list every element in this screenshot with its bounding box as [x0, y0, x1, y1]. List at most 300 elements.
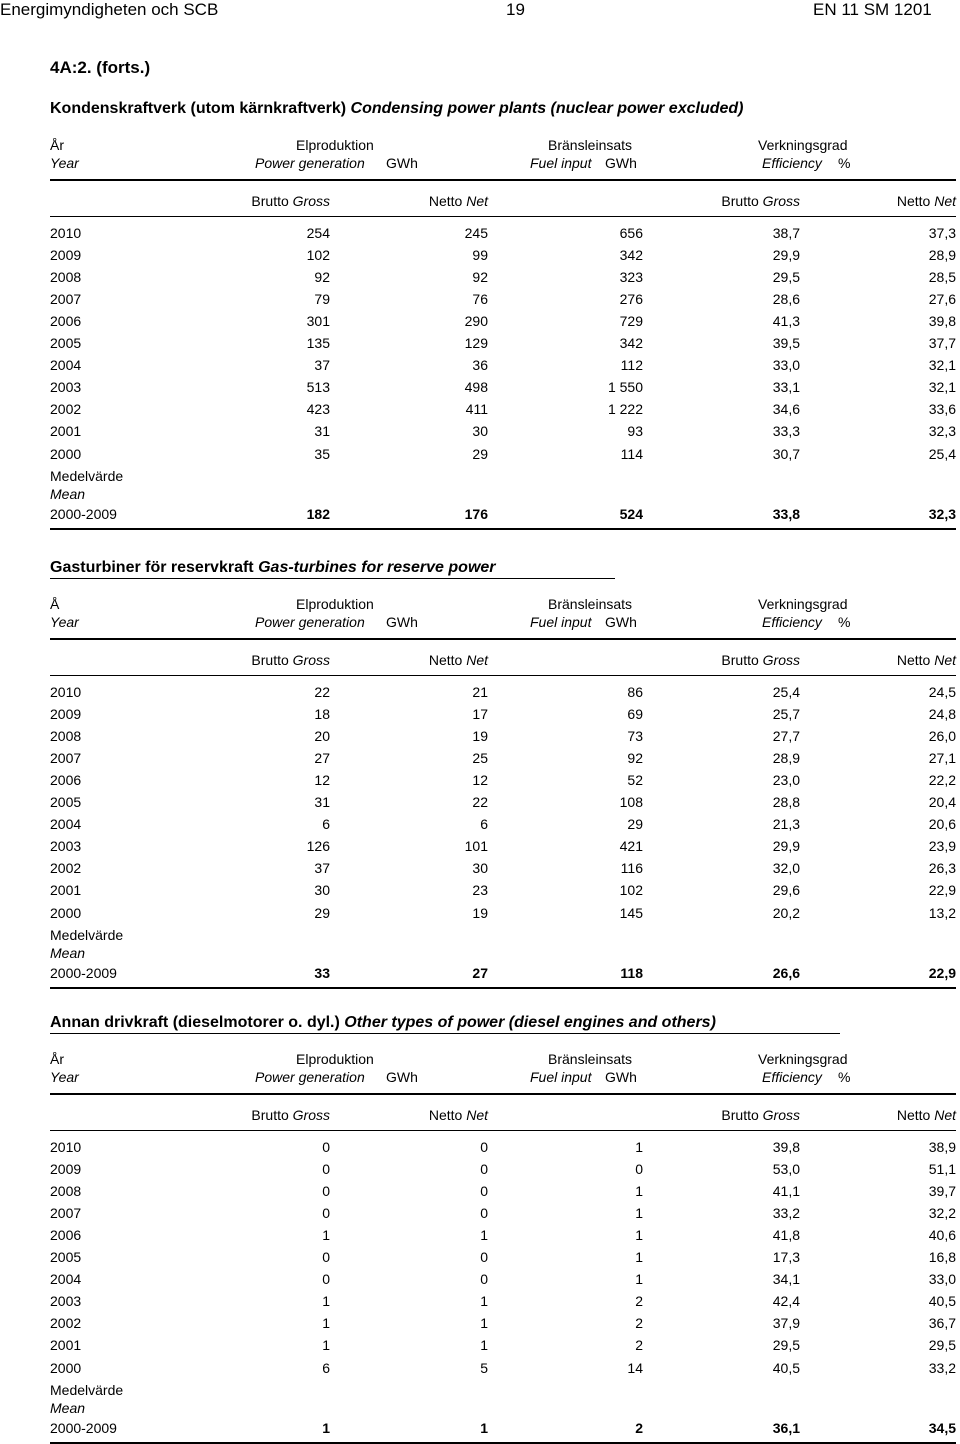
section-title — [50, 100, 744, 118]
row-cell: 22 — [314, 684, 330, 700]
row-cell: 22,9 — [928, 882, 956, 899]
sub-label-en: Net — [466, 1107, 488, 1123]
sub-label-en: Net — [934, 193, 956, 209]
header-eff-en: Efficiency — [762, 1069, 822, 1085]
row-cell: 29 — [472, 445, 488, 462]
row-cell: 25,4 — [772, 684, 800, 700]
row-year: 2006 — [50, 313, 82, 330]
row-cell: 28,5 — [928, 269, 956, 286]
row-cell: 1 — [480, 1227, 488, 1244]
row-cell: 25,4 — [928, 445, 956, 462]
row-cell: 0 — [322, 1271, 330, 1288]
row-cell: 14 — [627, 1359, 643, 1376]
row-cell: 36,7 — [928, 1315, 956, 1332]
row-year: 2009 — [50, 706, 82, 723]
row-cell: 42,4 — [772, 1293, 800, 1310]
row-cell: 27,7 — [772, 728, 800, 745]
row-cell: 33,2 — [772, 1205, 800, 1222]
row-cell: 33,1 — [772, 379, 800, 396]
row-cell: 20,6 — [928, 816, 956, 833]
row-cell: 28,8 — [772, 794, 800, 811]
row-cell: 135 — [306, 335, 330, 352]
header-year-en: Year — [50, 1069, 79, 1085]
row-year: 2007 — [50, 750, 82, 767]
mean-label-en: Mean — [50, 485, 86, 502]
row-cell: 32,3 — [928, 423, 956, 440]
row-cell: 102 — [306, 247, 330, 264]
header-fuel-en: Fuel input — [530, 155, 592, 171]
section-title-sv: Gasturbiner för reservkraft — [50, 559, 254, 576]
header-elprod-unit: GWh — [386, 155, 418, 171]
row-cell: 27,6 — [928, 291, 956, 308]
row-cell: 112 — [620, 357, 643, 374]
row-cell: 5 — [480, 1359, 488, 1376]
row-cell: 0 — [322, 1205, 330, 1222]
row-cell: 28,9 — [772, 750, 800, 767]
row-cell: 1 — [322, 1315, 330, 1332]
sub-label-en: Net — [466, 652, 488, 668]
row-year: 2008 — [50, 269, 82, 286]
row-year: 2010 — [50, 1139, 82, 1155]
header-eff-unit: % — [838, 1069, 851, 1085]
row-year: 2005 — [50, 335, 82, 352]
row-cell: 102 — [619, 882, 643, 899]
sub-label-en: Net — [934, 1107, 956, 1123]
row-year: 2001 — [50, 882, 82, 899]
row-year: 2008 — [50, 1183, 82, 1200]
row-cell: 33,3 — [772, 423, 800, 440]
row-cell: 13,2 — [928, 904, 956, 921]
row-year: 2009 — [50, 1161, 82, 1178]
row-cell: 0 — [322, 1183, 330, 1200]
row-cell: 39,8 — [772, 1139, 800, 1155]
mean-cell: 22,9 — [928, 964, 956, 981]
mean-period: 2000-2009 — [50, 964, 117, 981]
row-year: 2008 — [50, 728, 82, 745]
row-cell: 0 — [480, 1249, 488, 1266]
header-fuel-en: Fuel input — [530, 614, 592, 630]
sub-label-sv: Netto — [428, 652, 463, 668]
row-cell: 38,9 — [928, 1139, 956, 1155]
row-cell: 129 — [464, 335, 488, 352]
row-cell: 30 — [472, 860, 488, 877]
page-header-left: Energimyndigheten och SCB — [0, 0, 219, 19]
row-cell: 32,1 — [928, 357, 956, 374]
row-year: 2002 — [50, 1315, 82, 1332]
header-eff-sv: Verkningsgrad — [758, 596, 848, 612]
header-eff-en: Efficiency — [762, 614, 822, 630]
header-eff-unit: % — [838, 155, 851, 171]
row-cell: 69 — [627, 706, 643, 723]
sub-label-sv: Brutto — [721, 193, 759, 209]
row-cell: 29 — [314, 904, 330, 921]
row-cell: 34,1 — [772, 1271, 800, 1288]
section-title-en: Gas-turbines for reserve power — [258, 559, 496, 576]
header-fuel-unit: GWh — [605, 614, 637, 630]
row-cell: 245 — [464, 225, 488, 241]
page-number: 19 — [506, 0, 525, 19]
header-year-sv: År — [50, 137, 64, 153]
row-cell: 33,6 — [928, 401, 956, 418]
mean-cell: 182 — [306, 505, 330, 522]
mean-cell: 33 — [314, 964, 330, 981]
row-cell: 101 — [464, 838, 488, 855]
row-year: 2010 — [50, 684, 82, 700]
section-title — [50, 1014, 716, 1032]
row-cell: 35 — [314, 445, 330, 462]
section-title-sv: Annan drivkraft (dieselmotorer o. dyl.) — [50, 1014, 340, 1031]
sub-netto-elprod — [429, 652, 488, 668]
row-cell: 41,1 — [772, 1183, 800, 1200]
header-elprod-sv: Elproduktion — [296, 1051, 374, 1067]
header-elprod-unit: GWh — [386, 1069, 418, 1085]
row-cell: 12 — [472, 772, 488, 789]
subheader-rule — [50, 1130, 956, 1131]
row-cell: 20,4 — [928, 794, 956, 811]
row-year: 2001 — [50, 1337, 82, 1354]
row-cell: 33,0 — [928, 1271, 956, 1288]
row-cell: 32,0 — [772, 860, 800, 877]
row-cell: 93 — [627, 423, 643, 440]
sub-label-en: Gross — [762, 1107, 800, 1123]
row-cell: 0 — [480, 1139, 488, 1155]
row-cell: 23 — [472, 882, 488, 899]
row-cell: 99 — [472, 247, 488, 264]
row-year: 2004 — [50, 816, 82, 833]
row-cell: 30 — [314, 882, 330, 899]
row-cell: 12 — [314, 772, 330, 789]
row-cell: 32,1 — [928, 379, 956, 396]
sub-brutto-eff — [721, 193, 800, 209]
subheader-rule — [50, 216, 956, 217]
row-cell: 17 — [472, 706, 488, 723]
row-year: 2003 — [50, 838, 82, 855]
row-cell: 29,9 — [772, 247, 800, 264]
sub-netto-elprod — [429, 193, 488, 209]
row-cell: 21 — [472, 684, 488, 700]
row-cell: 1 550 — [607, 379, 643, 396]
row-year: 2010 — [50, 225, 82, 241]
mean-cell: 524 — [619, 505, 643, 522]
row-cell: 32,2 — [928, 1205, 956, 1222]
row-cell: 31 — [314, 794, 330, 811]
row-cell: 23,9 — [928, 838, 956, 855]
row-cell: 22,2 — [928, 772, 956, 789]
row-cell: 2 — [635, 1315, 643, 1332]
mean-cell: 36,1 — [772, 1419, 800, 1436]
row-cell: 276 — [619, 291, 643, 308]
row-cell: 28,6 — [772, 291, 800, 308]
row-cell: 1 — [635, 1227, 643, 1244]
row-cell: 73 — [627, 728, 643, 745]
row-cell: 20 — [314, 728, 330, 745]
sub-label-en: Gross — [292, 1107, 330, 1123]
row-cell: 6 — [480, 816, 488, 833]
header-elprod-en: Power generation — [255, 614, 365, 630]
header-fuel-sv: Bränsleinsats — [548, 137, 633, 153]
row-cell: 301 — [306, 313, 330, 330]
row-cell: 40,5 — [772, 1359, 800, 1376]
row-cell: 76 — [472, 291, 488, 308]
section-title-en: Condensing power plants (nuclear power excluded) — [350, 100, 744, 117]
mean-cell: 34,5 — [928, 1419, 956, 1436]
header-year-sv: Å — [50, 596, 60, 612]
row-cell: 36 — [472, 357, 488, 374]
row-cell: 29 — [627, 816, 643, 833]
row-year: 2001 — [50, 423, 82, 440]
header-year-en: Year — [50, 614, 79, 630]
row-cell: 2 — [635, 1293, 643, 1310]
sub-label-sv: Netto — [896, 193, 931, 209]
row-cell: 1 — [635, 1205, 643, 1222]
header-rule — [50, 1093, 956, 1095]
mean-cell: 33,8 — [772, 505, 800, 522]
mean-cell: 176 — [464, 505, 488, 522]
row-cell: 290 — [464, 313, 488, 330]
header-eff-en: Efficiency — [762, 155, 822, 171]
row-cell: 34,6 — [772, 401, 800, 418]
row-cell: 52 — [627, 772, 643, 789]
sub-label-sv: Netto — [896, 652, 931, 668]
row-cell: 421 — [619, 838, 643, 855]
mean-cell: 26,6 — [772, 964, 800, 981]
row-cell: 0 — [480, 1205, 488, 1222]
row-cell: 25,7 — [772, 706, 800, 723]
header-eff-sv: Verkningsgrad — [758, 137, 848, 153]
row-cell: 24,5 — [928, 684, 956, 700]
header-elprod-en: Power generation — [255, 155, 365, 171]
row-cell: 37 — [314, 860, 330, 877]
row-cell: 33,2 — [928, 1359, 956, 1376]
row-cell: 39,7 — [928, 1183, 956, 1200]
subheader-rule — [50, 675, 956, 676]
row-cell: 39,5 — [772, 335, 800, 352]
mean-rule — [50, 528, 956, 530]
sub-netto-eff — [897, 193, 956, 209]
row-cell: 86 — [627, 684, 643, 700]
header-fuel-unit: GWh — [605, 1069, 637, 1085]
mean-cell: 1 — [480, 1419, 488, 1436]
row-cell: 19 — [472, 904, 488, 921]
row-cell: 1 — [635, 1183, 643, 1200]
row-cell: 145 — [619, 904, 643, 921]
row-cell: 0 — [480, 1161, 488, 1178]
header-fuel-en: Fuel input — [530, 1069, 592, 1085]
row-cell: 37,3 — [928, 225, 956, 241]
table-id: 4A:2. (forts.) — [50, 58, 151, 77]
row-cell: 38,7 — [772, 225, 800, 241]
row-year: 2000 — [50, 904, 82, 921]
sub-brutto-elprod — [251, 652, 330, 668]
row-cell: 0 — [322, 1161, 330, 1178]
sub-brutto-elprod — [251, 193, 330, 209]
row-cell: 39,8 — [928, 313, 956, 330]
header-rule — [50, 638, 956, 640]
row-year: 2000 — [50, 445, 82, 462]
row-cell: 30 — [472, 423, 488, 440]
row-cell: 0 — [635, 1161, 643, 1178]
row-cell: 1 — [322, 1337, 330, 1354]
row-cell: 41,3 — [772, 313, 800, 330]
sub-label-en: Gross — [762, 193, 800, 209]
row-cell: 1 — [480, 1293, 488, 1310]
row-cell: 108 — [619, 794, 643, 811]
row-cell: 16,8 — [928, 1249, 956, 1266]
row-cell: 29,5 — [928, 1337, 956, 1354]
mean-rule — [50, 1442, 956, 1444]
row-cell: 37,7 — [928, 335, 956, 352]
row-cell: 323 — [619, 269, 643, 286]
mean-label-sv: Medelvärde — [50, 1381, 124, 1398]
row-cell: 18 — [314, 706, 330, 723]
row-year: 2003 — [50, 379, 82, 396]
row-year: 2007 — [50, 291, 82, 308]
section-title-underline — [50, 1033, 840, 1034]
row-cell: 27,1 — [928, 750, 956, 767]
sub-label-sv: Netto — [896, 1107, 931, 1123]
row-year: 2009 — [50, 247, 82, 264]
row-cell: 6 — [322, 816, 330, 833]
row-cell: 19 — [472, 728, 488, 745]
sub-label-sv: Brutto — [721, 1107, 759, 1123]
mean-cell: 27 — [472, 964, 488, 981]
mean-label-sv: Medelvärde — [50, 926, 124, 943]
section-title-sv: Kondenskraftverk (utom kärnkraftverk) — [50, 100, 347, 117]
sub-brutto-eff — [721, 1107, 800, 1123]
row-cell: 1 — [322, 1227, 330, 1244]
row-cell: 29,6 — [772, 882, 800, 899]
header-elprod-en: Power generation — [255, 1069, 365, 1085]
row-cell: 30,7 — [772, 445, 800, 462]
row-cell: 0 — [480, 1271, 488, 1288]
row-year: 2006 — [50, 772, 82, 789]
row-cell: 53,0 — [772, 1161, 800, 1178]
header-year-sv: År — [50, 1051, 64, 1067]
row-cell: 26,0 — [928, 728, 956, 745]
mean-cell: 32,3 — [928, 505, 956, 522]
row-cell: 21,3 — [772, 816, 800, 833]
section-title-underline — [50, 578, 615, 579]
row-cell: 1 222 — [607, 401, 643, 418]
row-cell: 79 — [314, 291, 330, 308]
row-cell: 1 — [480, 1337, 488, 1354]
row-year: 2007 — [50, 1205, 82, 1222]
row-cell: 23,0 — [772, 772, 800, 789]
row-year: 2004 — [50, 1271, 82, 1288]
header-rule — [50, 179, 956, 181]
row-cell: 41,8 — [772, 1227, 800, 1244]
mean-label-sv: Medelvärde — [50, 467, 124, 484]
row-cell: 40,6 — [928, 1227, 956, 1244]
section-title-en: Other types of power (diesel engines and others) — [344, 1014, 716, 1031]
mean-label-en: Mean — [50, 1399, 86, 1416]
mean-cell: 118 — [620, 964, 643, 981]
mean-cell: 2 — [635, 1419, 643, 1436]
row-year: 2002 — [50, 860, 82, 877]
row-cell: 2 — [635, 1337, 643, 1354]
row-cell: 92 — [627, 750, 643, 767]
mean-rule — [50, 987, 956, 989]
row-cell: 254 — [306, 225, 330, 241]
row-cell: 29,9 — [772, 838, 800, 855]
row-cell: 31 — [314, 423, 330, 440]
row-cell: 0 — [322, 1249, 330, 1266]
row-cell: 26,3 — [928, 860, 956, 877]
header-fuel-sv: Bränsleinsats — [548, 1051, 633, 1067]
sub-label-sv: Netto — [428, 193, 463, 209]
row-cell: 92 — [314, 269, 330, 286]
mean-label-en: Mean — [50, 944, 86, 961]
row-cell: 40,5 — [928, 1293, 956, 1310]
row-cell: 1 — [635, 1271, 643, 1288]
row-cell: 513 — [306, 379, 330, 396]
mean-cell: 1 — [322, 1419, 330, 1436]
section-title — [50, 559, 496, 577]
row-cell: 27 — [314, 750, 330, 767]
row-year: 2004 — [50, 357, 82, 374]
row-cell: 17,3 — [772, 1249, 800, 1266]
sub-label-sv: Brutto — [251, 1107, 289, 1123]
row-year: 2000 — [50, 1359, 82, 1376]
row-cell: 1 — [635, 1139, 643, 1155]
sub-label-sv: Brutto — [721, 652, 759, 668]
row-cell: 498 — [464, 379, 488, 396]
row-cell: 37,9 — [772, 1315, 800, 1332]
row-cell: 116 — [620, 860, 643, 877]
sub-netto-elprod — [429, 1107, 488, 1123]
row-year: 2003 — [50, 1293, 82, 1310]
header-elprod-sv: Elproduktion — [296, 596, 374, 612]
sub-brutto-eff — [721, 652, 800, 668]
row-cell: 729 — [619, 313, 643, 330]
row-cell: 411 — [465, 401, 488, 418]
row-cell: 24,8 — [928, 706, 956, 723]
row-cell: 29,5 — [772, 1337, 800, 1354]
header-elprod-unit: GWh — [386, 614, 418, 630]
row-cell: 33,0 — [772, 357, 800, 374]
row-cell: 51,1 — [928, 1161, 956, 1178]
row-year: 2006 — [50, 1227, 82, 1244]
mean-period: 2000-2009 — [50, 505, 117, 522]
row-cell: 29,5 — [772, 269, 800, 286]
row-cell: 656 — [619, 225, 643, 241]
row-year: 2005 — [50, 794, 82, 811]
header-fuel-unit: GWh — [605, 155, 637, 171]
sub-label-en: Gross — [292, 193, 330, 209]
header-elprod-sv: Elproduktion — [296, 137, 374, 153]
row-year: 2002 — [50, 401, 82, 418]
row-cell: 0 — [322, 1139, 330, 1155]
row-cell: 25 — [472, 750, 488, 767]
sub-netto-eff — [897, 1107, 956, 1123]
row-cell: 1 — [322, 1293, 330, 1310]
sub-label-sv: Brutto — [251, 652, 289, 668]
row-cell: 1 — [635, 1249, 643, 1266]
sub-label-en: Net — [934, 652, 956, 668]
row-cell: 20,2 — [772, 904, 800, 921]
header-fuel-sv: Bränsleinsats — [548, 596, 633, 612]
mean-period: 2000-2009 — [50, 1419, 117, 1436]
row-cell: 0 — [480, 1183, 488, 1200]
header-year-en: Year — [50, 155, 79, 171]
row-cell: 6 — [322, 1359, 330, 1376]
row-cell: 126 — [306, 838, 330, 855]
sub-label-en: Gross — [292, 652, 330, 668]
sub-label-en: Net — [466, 193, 488, 209]
row-cell: 28,9 — [928, 247, 956, 264]
row-cell: 1 — [480, 1315, 488, 1332]
sub-label-en: Gross — [762, 652, 800, 668]
